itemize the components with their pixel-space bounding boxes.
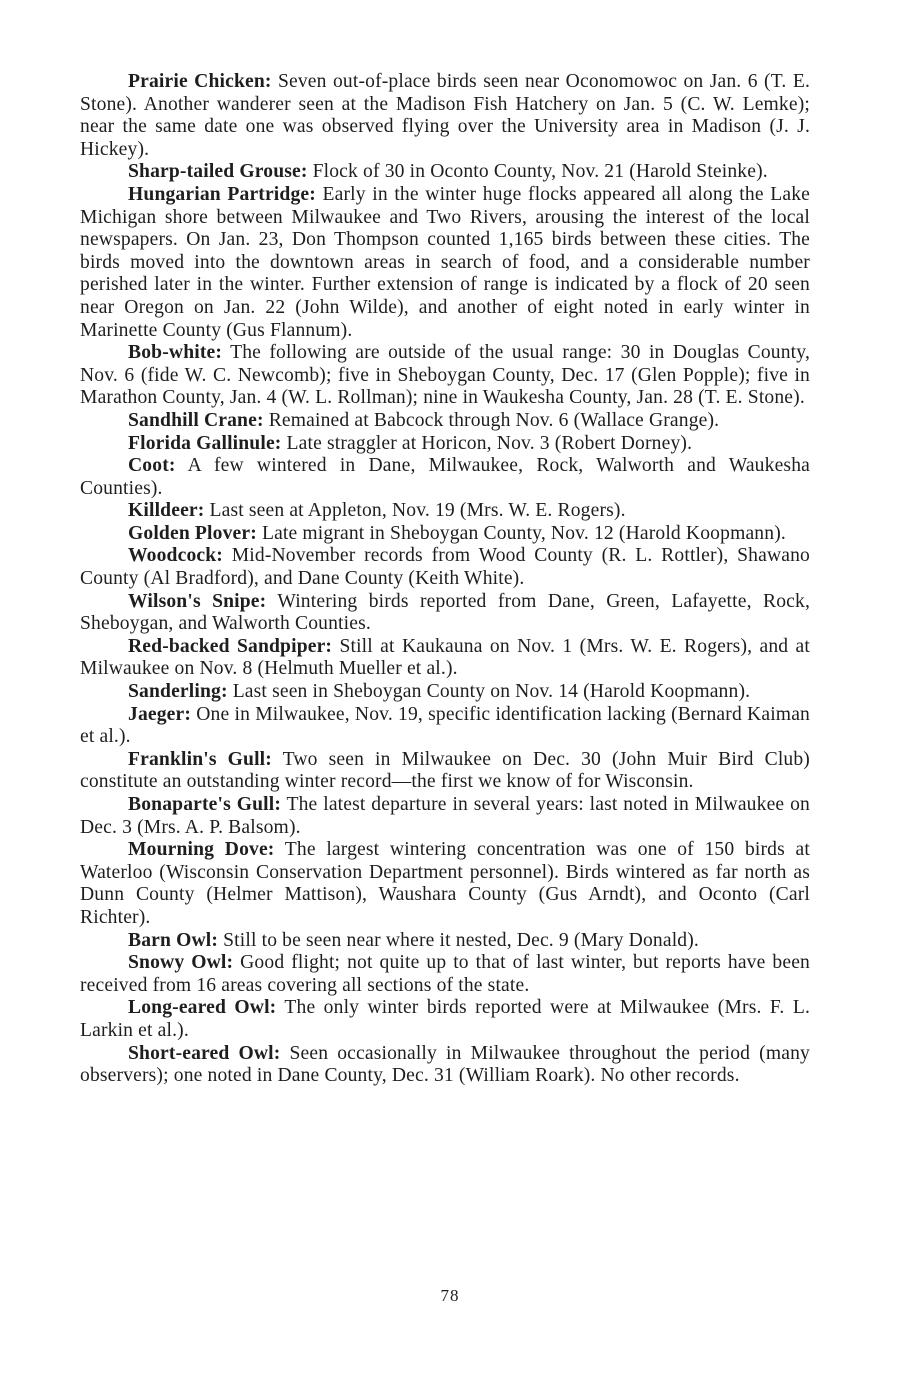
page-number: 78 [440,1286,460,1305]
species-entry [80,455,810,500]
species-name: Sharp-tailed Grouse: [128,161,308,183]
species-name: Jaeger: [128,703,192,725]
species-name: Red-backed Sandpiper: [128,635,333,657]
species-entry [80,71,810,161]
species-note: Two seen in Milwaukee on Dec. 30 (John Muir Bird Club) constitute an outstanding winter record—the first we know of for Wisconsin. [80,748,810,793]
species-name: Long-eared Owl: [128,997,277,1019]
species-note: The largest wintering concentration was one of 150 birds at Waterloo (Wisconsin Conservation Department personnel). Birds wintered as far north as Dunn County (Helmer Mattison), Waushara County (Gus Arndt), and Oconto (Carl Richter). [80,839,810,928]
species-name: Killdeer: [128,500,205,522]
species-name: Florida Gallinule: [128,432,282,454]
species-note: The following are outside of the usual range: 30 in Douglas County, Nov. 6 (fide W. C. Newcomb); five in Sheboygan County, Dec. 17 (Glen Popple); five in Marathon County, Jan. 4 (W. L. Rollman); nine in Waukesha County, Jan. 28 (T. E. Stone). [80,342,810,409]
species-note: Last seen in Sheboygan County on Nov. 14 (Harold Koopmann). [227,681,751,703]
species-note: One in Milwaukee, Nov. 19, specific identification lacking (Bernard Kaiman et al.). [80,703,810,748]
species-note: Still to be seen near where it nested, Dec. 9 (Mary Donald). [218,929,699,951]
species-note: Early in the winter huge flocks appeared all along the Lake Michigan shore between Milwaukee and Two Rivers, arousing the interest of the local newspapers. On Jan. 23, Don Thompson counted 1,165 birds between these cities. The birds moved into the downtown areas in search of food, and a considerable number perished later in the winter. Further extension of range is indicated by a flock of 20 seen near Oregon on Jan. 22 (John Wilde), and another of eight noted in early winter in Marinette County (Gus Flannum). [80,183,810,341]
species-note: Seven out-of-place birds seen near Oconomowoc on Jan. 6 (T. E. Stone). Another wanderer seen at the Madison Fish Hatchery on Jan. 5 (C. W. Lemke); near the same date one was observed flying over the University area in Madison (J. J. Hickey). [80,71,810,160]
species-entry [80,500,810,523]
species-note: Seen occasionally in Milwaukee throughout the period (many observers); one noted in Dane County, Dec. 31 (William Roark). No other records. [80,1042,810,1087]
species-entry [80,704,810,749]
species-entry [80,930,810,953]
species-entry [80,636,810,681]
species-name: Sandhill Crane: [128,409,264,431]
species-entry [80,591,810,636]
species-entry [80,184,810,342]
species-name: Short-eared Owl: [128,1042,281,1064]
species-entry [80,681,810,704]
species-name: Snowy Owl: [128,952,234,974]
species-entry [80,410,810,433]
species-note: Flock of 30 in Oconto County, Nov. 21 (Harold Steinke). [307,161,768,183]
species-name: Coot: [128,455,176,477]
species-name: Prairie Chicken: [128,71,272,92]
species-name: Mourning Dove: [128,839,275,861]
species-note: Good flight; not quite up to that of last winter, but reports have been received from 16 areas covering all sections of the state. [80,952,810,996]
species-entry [80,161,810,184]
species-records [80,71,810,1088]
species-note: Late straggler at Horicon, Nov. 3 (Robert Dorney). [281,432,693,454]
species-note: A few wintered in Dane, Milwaukee, Rock, Walworth and Waukesha Counties). [80,455,810,499]
species-note: Still at Kaukauna on Nov. 1 (Mrs. W. E. Rogers), and at Milwaukee on Nov. 8 (Helmuth Mueller et al.). [80,635,811,680]
species-name: Bonaparte's Gull: [128,794,282,815]
species-note: The only winter birds reported were at Milwaukee (Mrs. F. L. Larkin et al.). [80,997,810,1041]
species-note: The latest departure in several years: last noted in Milwaukee on Dec. 3 (Mrs. A. P. Balsom). [80,794,810,838]
species-note: Wintering birds reported from Dane, Green, Lafayette, Rock, Sheboygan, and Walworth Counties. [80,590,810,635]
species-name: Barn Owl: [128,929,219,951]
species-entry [80,1043,810,1088]
species-entry [80,997,810,1042]
species-name: Wilson's Snipe: [128,590,267,612]
species-entry [80,749,810,794]
species-name: Hungarian Partridge: [128,183,316,205]
species-entry [80,523,810,546]
species-name: Franklin's Gull: [128,748,272,770]
species-entry [80,545,810,590]
species-entry [80,342,810,410]
species-name: Golden Plover: [128,522,257,544]
species-entry [80,839,810,929]
species-note: Late migrant in Sheboygan County, Nov. 12 (Harold Koopmann). [256,522,786,544]
species-entry [80,952,810,997]
species-note: Last seen at Appleton, Nov. 19 (Mrs. W. E. Rogers). [204,500,626,522]
species-name: Woodcock: [128,545,223,567]
species-note: Remained at Babcock through Nov. 6 (Wallace Grange). [263,409,720,431]
species-name: Sanderling: [128,681,228,703]
species-entry [80,433,810,456]
species-entry [80,794,810,839]
species-name: Bob-white: [128,342,223,364]
species-note: Mid-November records from Wood County (R. L. Rottler), Shawano County (Al Bradford), and Dane County (Keith White). [80,545,810,590]
